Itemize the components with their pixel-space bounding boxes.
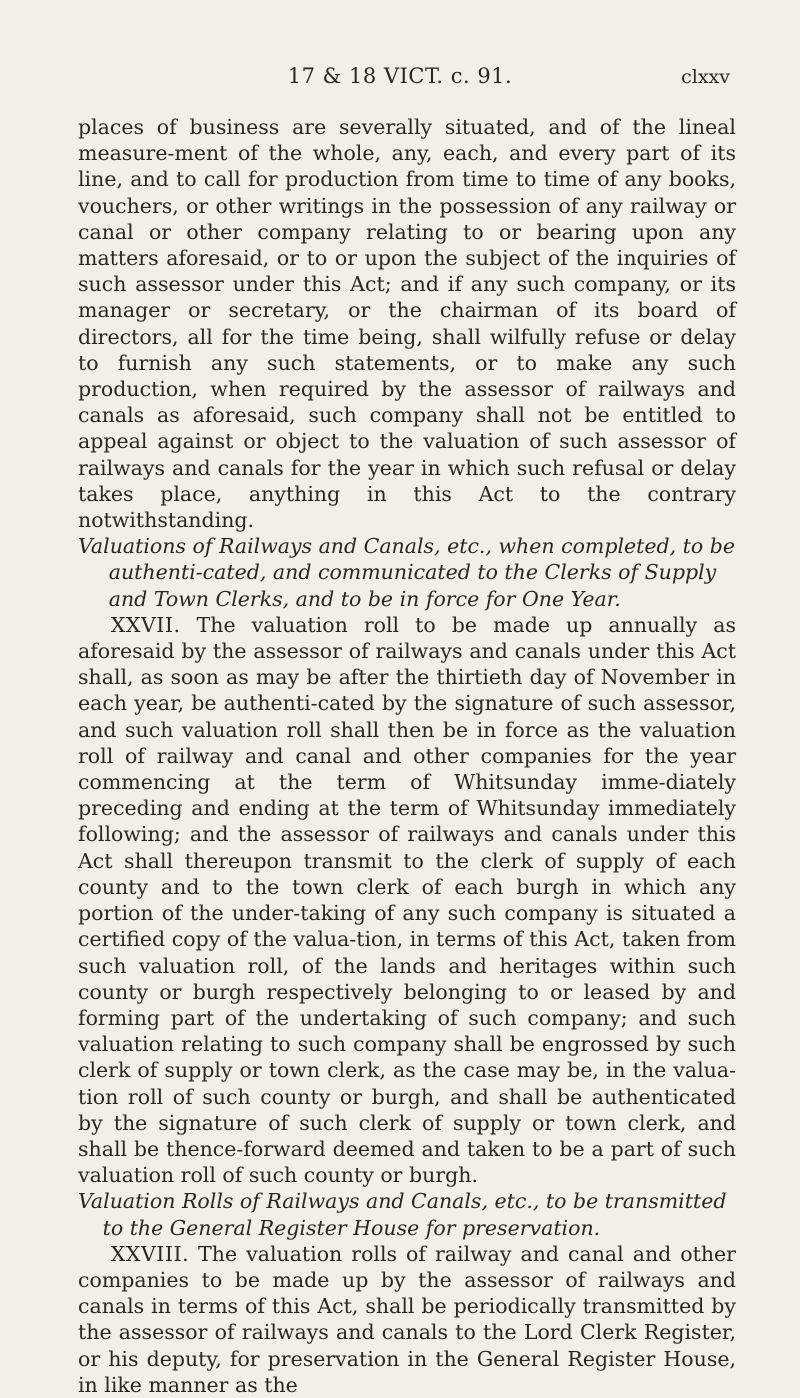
running-title: 17 & 18 VICT. c. 91. <box>287 64 513 88</box>
page-number: clxxv <box>681 66 730 88</box>
section-28-number: XXVIII. <box>110 1241 190 1266</box>
paragraph-continuation: places of business are severally situated, and of the lineal measure-ment of the whole, any, each, and every part of its line, and to call for production from time to time of any books, vouchers, or other writings in the possession of any railway or canal or other company relating to or bearing upon any matters aforesaid, or to or upon the subject of the inquiries of such assessor under this Act; and if any such company, or its manager or secretary, or the chairman of its board of directors, all for the time being, shall wilfully refuse or delay to furnish any such statements, or to make any such production, when required by the assessor of railways and canals as aforesaid, such company shall not be entitled to appeal against or object to the valuation of such assessor of railways and canals for the year in which such refusal or delay takes place, anything in this Act to the contrary notwithstanding. <box>78 115 736 533</box>
section-heading-valuation-rolls: Valuation Rolls of Railways and Canals, etc., to be transmitted to the General Register House for preservation. <box>78 1189 727 1240</box>
running-head <box>0 64 800 92</box>
section-27-text: The valuation roll to be made up annually as aforesaid by the assessor of railways and canals under this Act shall, as soon as may be after the thirtieth day of November in each year, be authenti-cated by the signature of such assessor, and such valuation roll shall then be in force as the valuation roll of railway and canal and other companies for the year commencing at the term of Whitsunday imme-diately preceding and ending at the term of Whitsunday immediately following; and the assessor of railways and canals under this Act shall thereupon transmit to the clerk of supply of each county and to the town clerk of each burgh in which any portion of the under-taking of any such company is situated a certified copy of the valua-tion, in terms of this Act, taken from such valuation roll, of the lands and heritages within such county or burgh respectively belonging to or leased by and forming part of the undertaking of such company; and such valuation relating to such company shall be engrossed by such clerk of supply or town clerk, as the case may be, in the valua-tion roll of such county or burgh, and shall be authenticated by the signature of such clerk of supply or town clerk, and shall be thence-forward deemed and taken to be a part of such valuation roll of such county or burgh. <box>78 612 736 1188</box>
section-28-text: The valuation rolls of railway and canal and other companies to be made up by the assessor of railways and canals in terms of this Act, shall be periodically transmitted by the assessor of railways and canals to the Lord Clerk Register, or his deputy, for preservation in the General Register House, in like manner as the <box>78 1241 736 1397</box>
body-text <box>78 114 736 1398</box>
section-28 <box>78 1241 736 1398</box>
section-27 <box>78 612 736 1188</box>
section-heading-valuations: Valuations of Railways and Canals, etc., when completed, to be authenti-cated, and communicated to the Clerks of Supply and Town Clerks, and to be in force for One Year. <box>78 534 736 611</box>
section-27-number: XXVII. <box>110 612 181 637</box>
